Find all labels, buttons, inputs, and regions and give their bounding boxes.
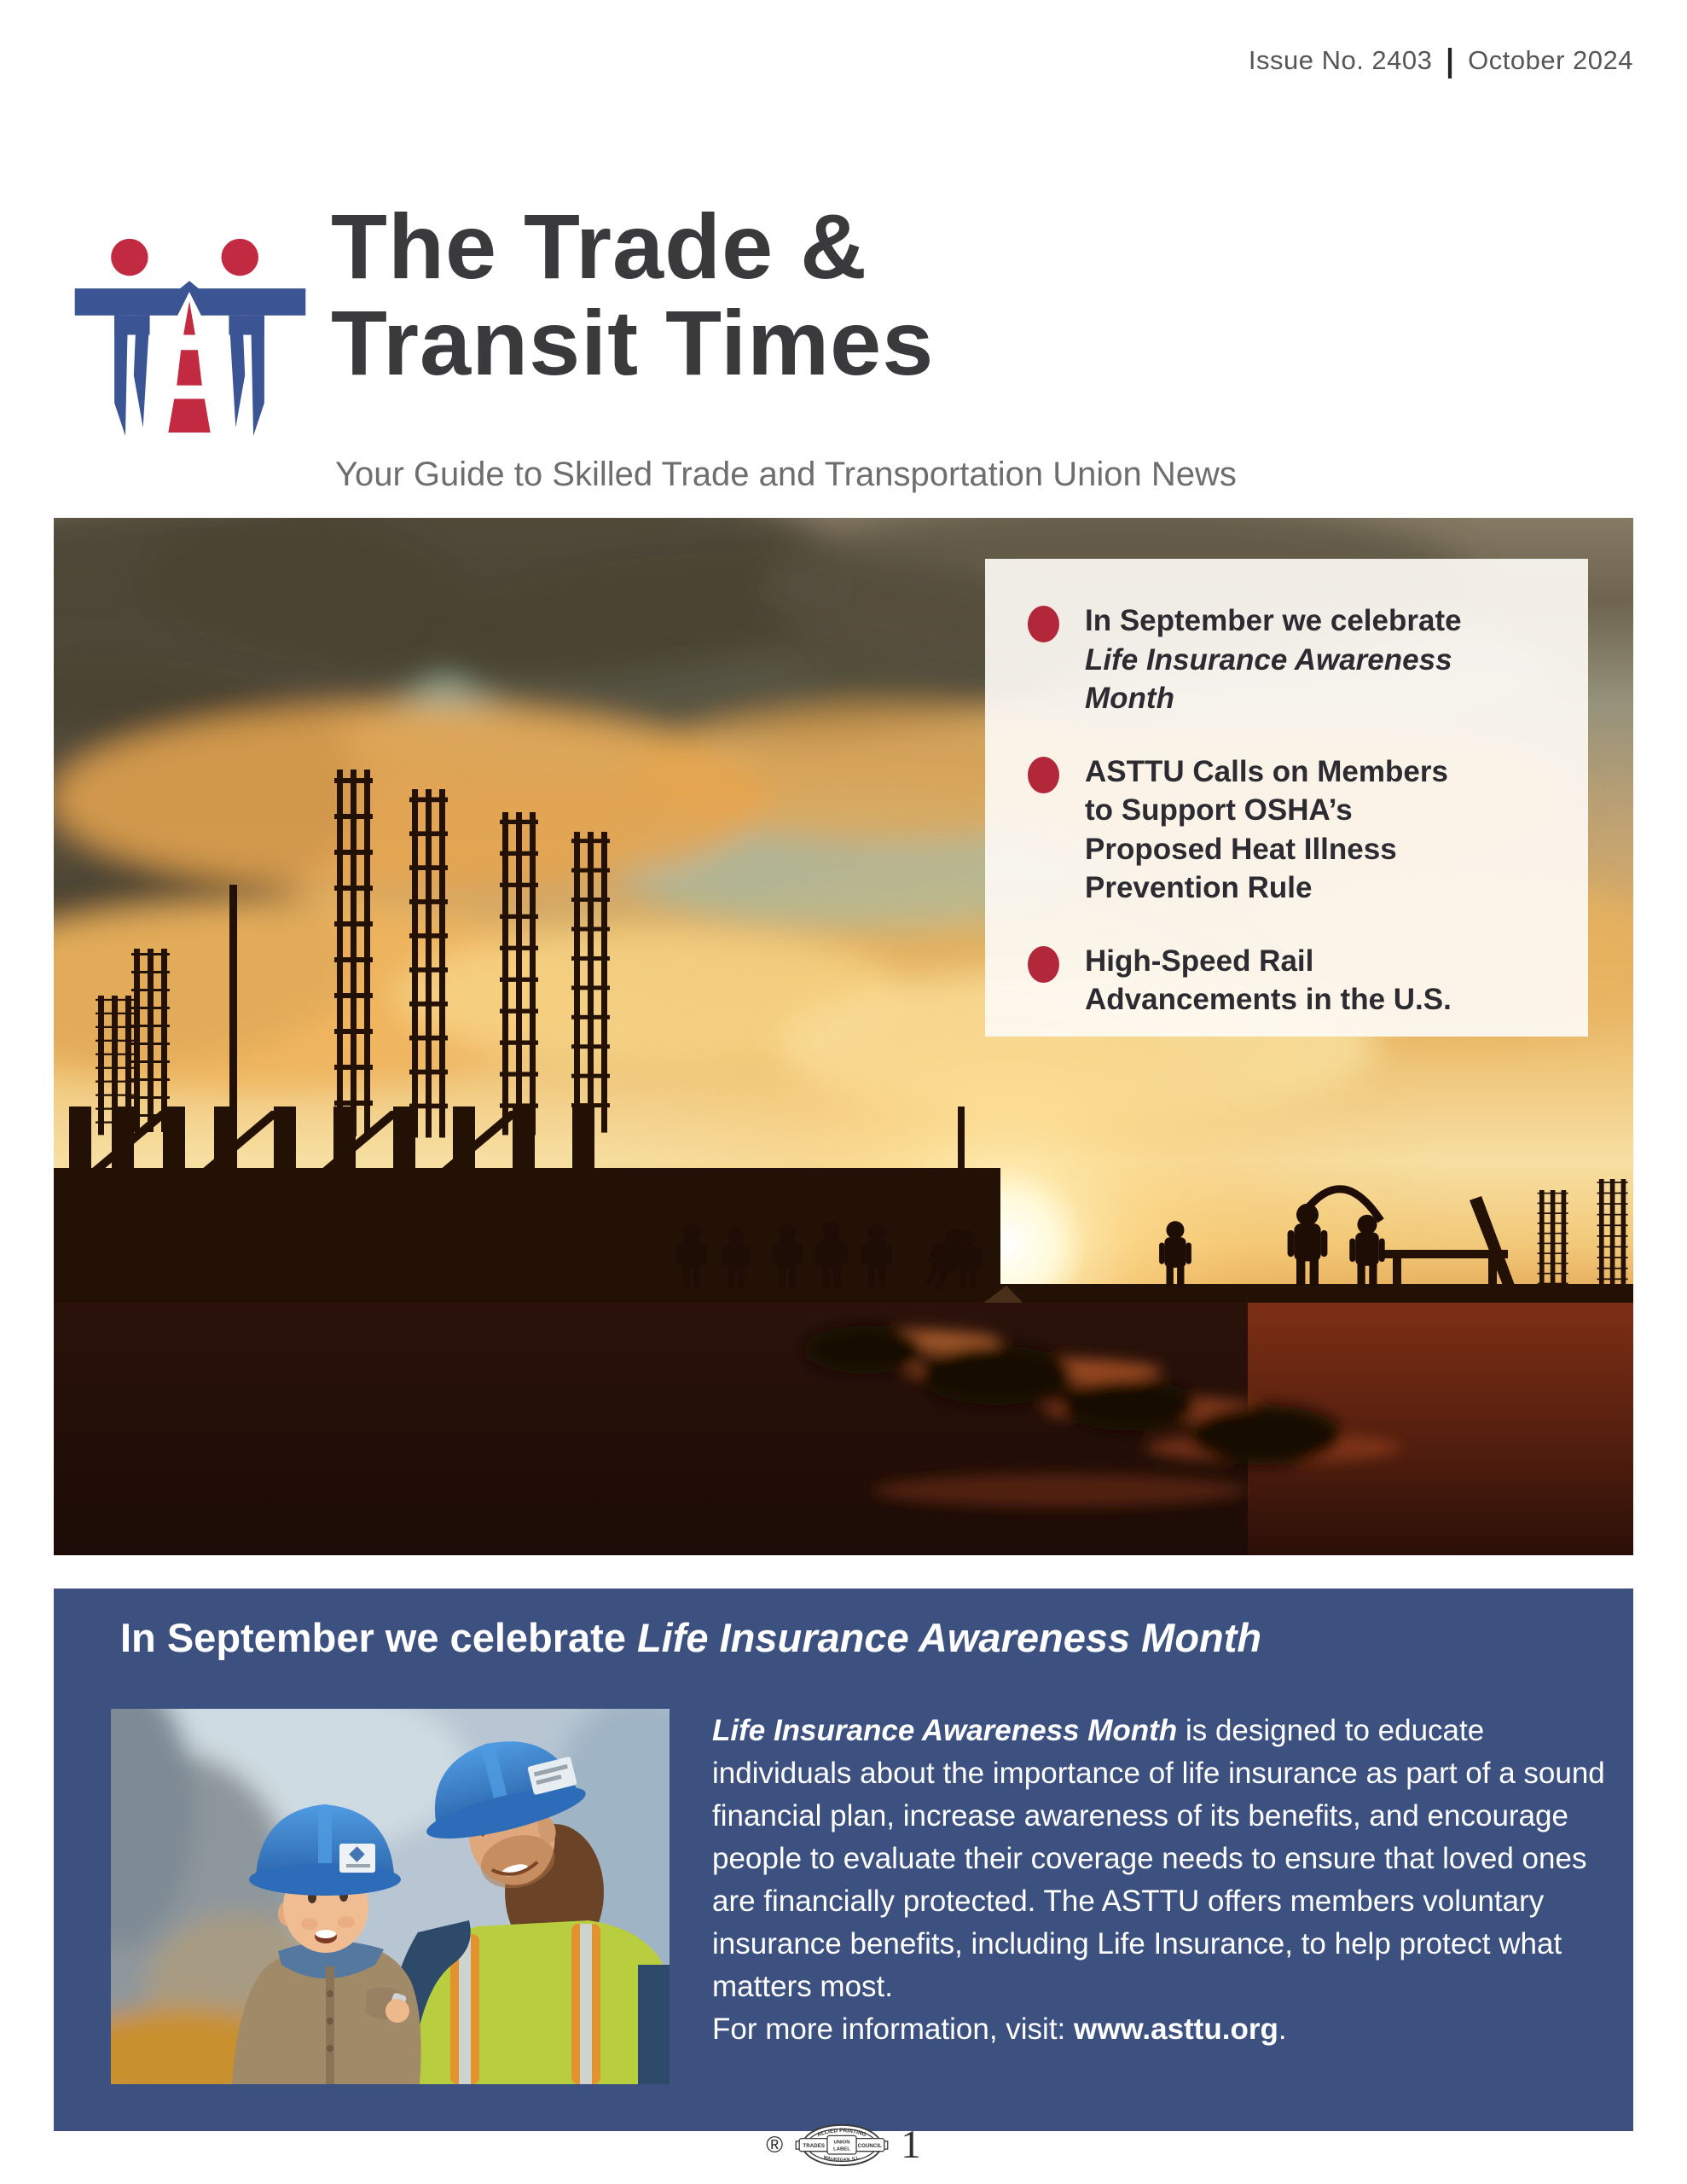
tagline: Your Guide to Skilled Trade and Transportation Union News — [335, 456, 1237, 493]
asttu-website-link[interactable]: www.asttu.org — [1074, 2013, 1278, 2047]
page-number: 1 — [901, 2122, 921, 2167]
feature-body-lead: Life Insurance Awareness Month — [712, 1714, 1178, 1747]
headline-3-line-1: High-Speed Rail — [1085, 944, 1314, 978]
headline-item — [1028, 601, 1559, 718]
feature-heading-italic: Life Insurance Awareness Month — [636, 1615, 1262, 1660]
headline-card — [985, 559, 1588, 1037]
union-label-icon — [791, 2121, 892, 2169]
svg-text:LABEL: LABEL — [833, 2146, 851, 2152]
bullet-icon — [1028, 606, 1059, 642]
logo-road-dash-3 — [168, 398, 210, 433]
headline-item — [1028, 752, 1559, 908]
logo-right-head — [222, 239, 258, 276]
bullet-icon — [1028, 946, 1059, 983]
headline-item — [1028, 942, 1559, 1019]
feature-body-text: is designed to educate individuals about the importance of life insurance as part of a sound financial plan, increase awareness of its benefits, and encourage people to evaluate their coverage needs to ensure that loved ones are financially protected. The ASTTU offers members voluntary insurance benefits, including Life Insurance, to help protect what matters most. — [712, 1714, 1605, 2004]
headline-1-line-3: Month — [1085, 682, 1174, 715]
headline-1-line-2: Life Insurance Awareness — [1085, 642, 1452, 677]
headline-1-line-1: In September we celebrate — [1085, 604, 1462, 637]
logo-road-dash-1 — [183, 301, 195, 335]
cta-suffix: . — [1278, 2013, 1287, 2047]
bullet-icon — [1028, 757, 1059, 793]
registered-mark: ® — [766, 2131, 784, 2158]
separator: | — [1446, 42, 1455, 78]
feature-body — [712, 1710, 1613, 2051]
headline-2-line-3: Proposed Heat Illness — [1085, 832, 1397, 866]
father-child-hardhat-photo — [111, 1709, 670, 2084]
feature-heading — [120, 1614, 1261, 1661]
svg-text:TRADES: TRADES — [803, 2142, 826, 2149]
hero-section — [54, 518, 1633, 1555]
feature-heading-plain: In September we celebrate — [120, 1615, 626, 1660]
headline-2-line-2: to Support OSHA’s — [1085, 793, 1353, 827]
issue-number: Issue No. 2403 — [1248, 45, 1433, 75]
masthead-meta — [1249, 44, 1633, 77]
feature-article-section — [54, 1589, 1633, 2131]
svg-text:COUNCIL: COUNCIL — [857, 2142, 883, 2149]
logo-road-dash-2 — [177, 350, 202, 385]
headline-3-line-2: Advancements in the U.S. — [1085, 983, 1452, 1016]
svg-text:ALLIED PRINTING: ALLIED PRINTING — [816, 2127, 867, 2138]
trade-transit-logo-icon — [55, 206, 325, 456]
svg-text:UNION: UNION — [833, 2140, 850, 2146]
title-line-2: Transit Times — [331, 291, 935, 395]
title-line-1: The Trade & — [331, 195, 868, 298]
page-footer — [0, 2117, 1687, 2172]
headline-2-line-4: Prevention Rule — [1085, 871, 1313, 904]
issue-date: October 2024 — [1468, 45, 1633, 75]
newsletter-title — [331, 195, 935, 395]
cta-prefix: For more information, visit: — [712, 2013, 1074, 2047]
logo-left-head — [111, 239, 148, 276]
feature-cta — [712, 2008, 1613, 2051]
svg-text:WAUKEGAN, ILL.: WAUKEGAN, ILL. — [823, 2154, 861, 2163]
headline-2-line-1: ASTTU Calls on Members — [1085, 754, 1448, 788]
